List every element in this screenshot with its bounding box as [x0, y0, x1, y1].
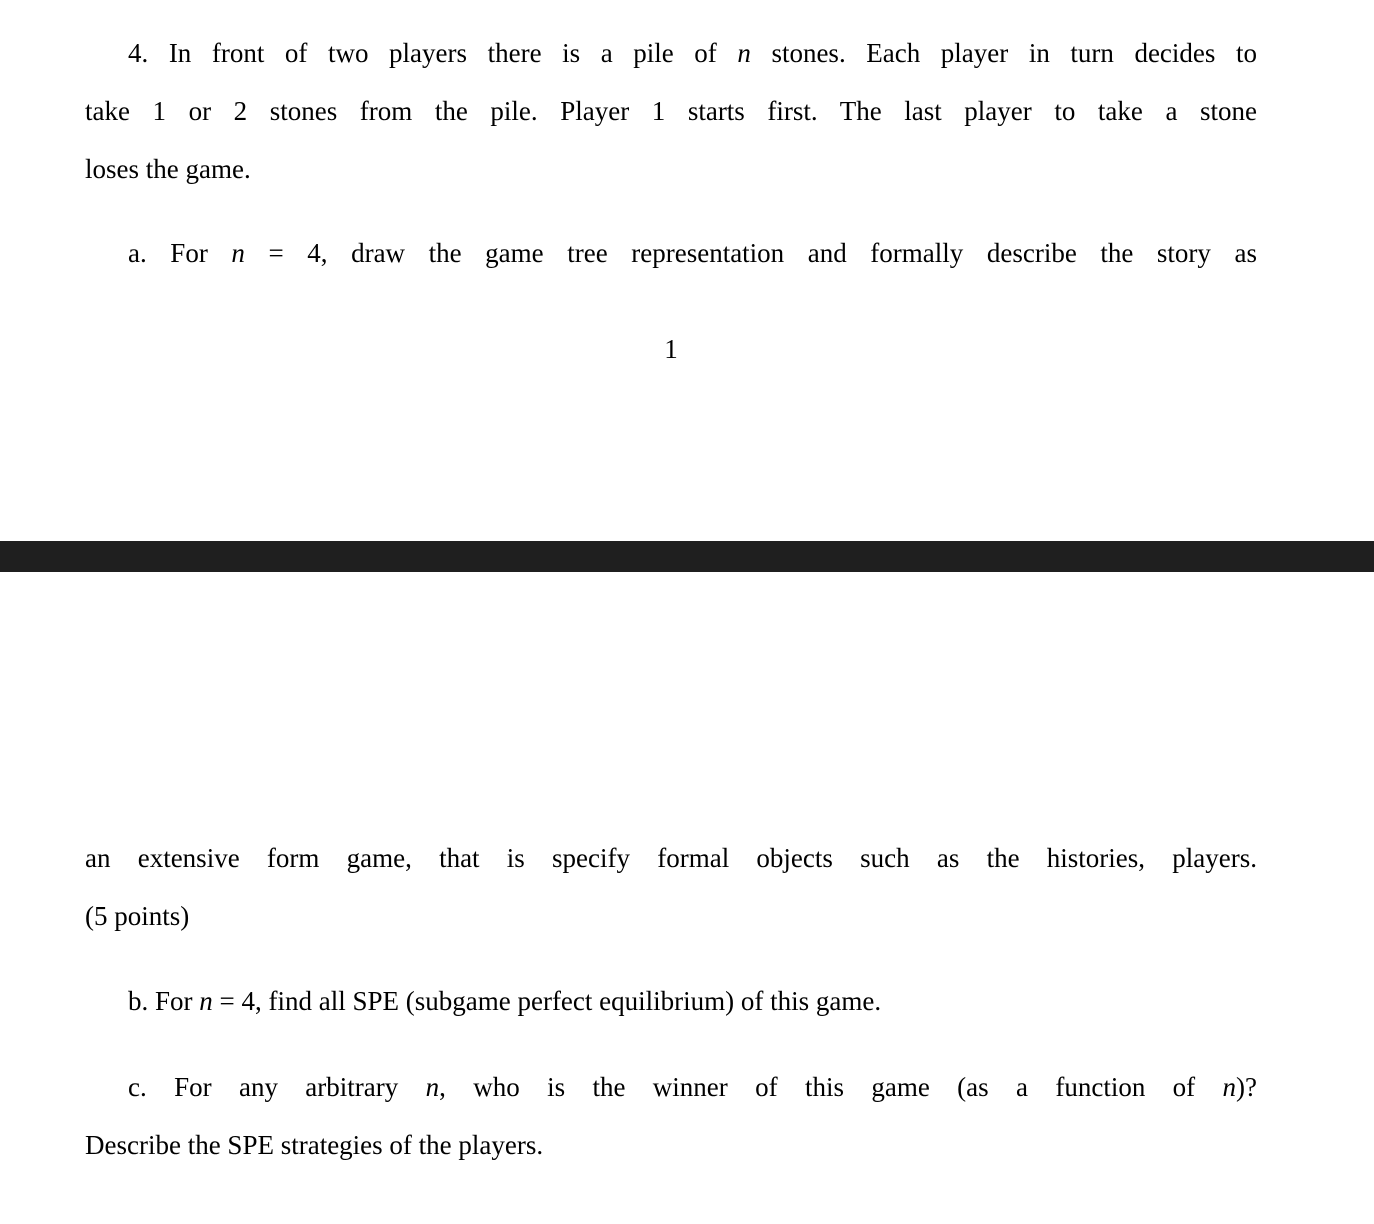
- item-a: [85, 224, 1257, 282]
- text-line: (5 points): [85, 901, 190, 931]
- text-line: [85, 1058, 1257, 1116]
- text-line: [85, 24, 1257, 82]
- item-b: [85, 972, 1257, 1030]
- page-number: 1: [664, 334, 678, 364]
- page-separator: [0, 541, 1374, 572]
- problem-statement: [85, 24, 1257, 198]
- text-segment: c. For any arbitrary: [128, 1072, 426, 1102]
- text-segment: = 4, draw the game tree representation and formally describe the story as: [244, 238, 1257, 268]
- text-segment: a. For: [128, 238, 232, 268]
- text-line: take 1 or 2 stones from the pile. Player 1 starts first. The last player to take a stone: [85, 96, 1257, 126]
- item-a-continuation: [85, 829, 1257, 945]
- math-var-n: n: [231, 238, 245, 268]
- text-segment: stones. Each player in turn decides to: [750, 38, 1257, 68]
- text-line: [85, 972, 1257, 1030]
- text-segment: b. For: [128, 986, 200, 1016]
- item-c: [85, 1058, 1257, 1174]
- text-segment: = 4, find all SPE (subgame perfect equilibrium) of this game.: [212, 986, 882, 1016]
- math-var-n: n: [1222, 1072, 1237, 1102]
- text-line: [85, 224, 1257, 282]
- text-line: loses the game.: [85, 154, 251, 184]
- text-line: an extensive form game, that is specify formal objects such as the histories, players.: [85, 843, 1257, 873]
- math-var-n: n: [425, 1072, 440, 1102]
- math-var-n: n: [737, 38, 751, 68]
- text-segment: )?: [1236, 1072, 1258, 1102]
- text-line: Describe the SPE strategies of the players.: [85, 1130, 544, 1160]
- math-var-n: n: [199, 986, 213, 1016]
- text-segment: 4. In front of two players there is a pile of: [128, 38, 738, 68]
- text-segment: , who is the winner of this game (as a function of: [439, 1072, 1223, 1102]
